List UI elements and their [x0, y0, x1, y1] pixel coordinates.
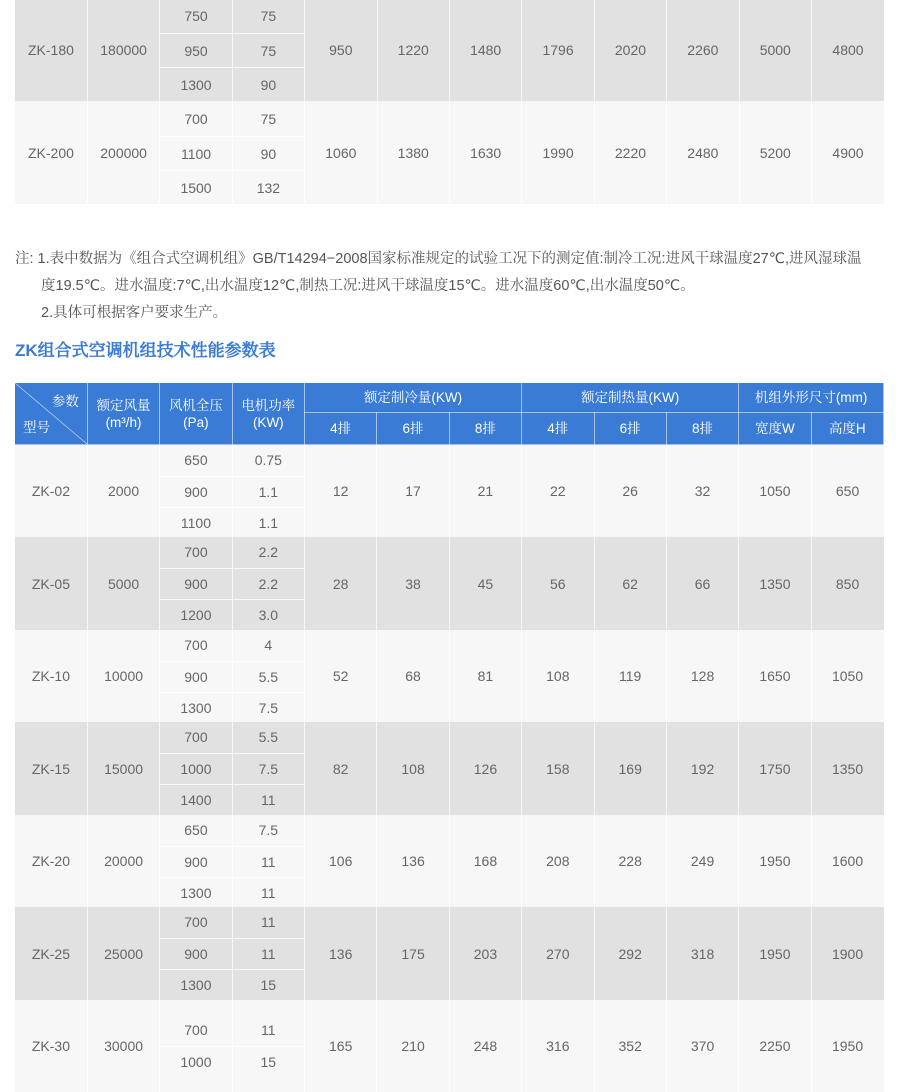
- header-power: 电机功率 (KW): [232, 383, 304, 445]
- power-value: 90: [233, 136, 304, 170]
- pressure-value-cell: [160, 630, 232, 723]
- pressure-value: 750: [184, 7, 208, 24]
- header-heat-8: 8排: [666, 413, 738, 445]
- model-cell: ZK-30: [15, 1000, 87, 1092]
- table-row: [15, 101, 884, 204]
- note-line-1: 注: 1.表中数据为《组合式空调机组》GB/T14294−2008国家标准规定的试验工况下的测定值:制冷工况:进风干球温度27℃,进风湿球温: [15, 251, 862, 267]
- heating-cell: 2220: [594, 101, 666, 204]
- cooling-cell: 108: [377, 722, 449, 815]
- height-cell: 1950: [811, 1000, 883, 1092]
- model-cell: ZK-180: [15, 0, 87, 101]
- header-size: 机组外形尺寸(mm): [739, 383, 884, 413]
- pressure-value-cell: [160, 722, 232, 815]
- pressure-value: 1300: [160, 969, 231, 1000]
- heating-cell: 316: [522, 1000, 594, 1092]
- heating-cell: 26: [594, 445, 666, 538]
- airflow-cell: 30000: [87, 1000, 159, 1092]
- power-value: 3.0: [233, 599, 304, 630]
- pressure-value: 950: [160, 33, 231, 67]
- airflow-cell: 25000: [87, 907, 159, 1000]
- pressure-value: 1500: [160, 170, 231, 204]
- height-cell: 1600: [811, 815, 883, 908]
- width-cell: 5000: [739, 0, 811, 101]
- pressure-value: 700: [184, 729, 208, 746]
- pressure-value: 1300: [160, 877, 231, 908]
- cooling-cell: 81: [449, 630, 521, 723]
- header-heat-6: 6排: [594, 413, 666, 445]
- table-row: [15, 630, 884, 723]
- power-value: 5.5: [258, 729, 279, 746]
- pressure-value: 1000: [160, 1046, 231, 1077]
- pressure-value: 900: [160, 661, 231, 692]
- width-cell: 1750: [739, 722, 811, 815]
- table-note: [15, 246, 885, 327]
- pressure-value: 900: [160, 568, 231, 599]
- cooling-cell: 1630: [449, 101, 521, 204]
- heating-cell: 208: [522, 815, 594, 908]
- cooling-cell: 68: [377, 630, 449, 723]
- power-value: 1.1: [233, 507, 304, 538]
- airflow-cell: 2000: [87, 445, 159, 538]
- power-value: 90: [233, 67, 304, 101]
- header-cool-4: 4排: [305, 413, 377, 445]
- power-value: 132: [233, 170, 304, 204]
- model-cell: ZK-02: [15, 445, 87, 538]
- cooling-cell: 175: [377, 907, 449, 1000]
- heating-cell: 1796: [522, 0, 594, 101]
- heating-cell: 62: [594, 537, 666, 630]
- heating-cell: 270: [522, 907, 594, 1000]
- power-value-cell: [232, 722, 304, 815]
- cooling-cell: 82: [305, 722, 377, 815]
- width-cell: 5200: [739, 101, 811, 204]
- heating-cell: 108: [522, 630, 594, 723]
- power-value-cell: [232, 907, 304, 1000]
- height-cell: 1900: [811, 907, 883, 1000]
- power-value: 11: [261, 1022, 276, 1039]
- airflow-cell: 20000: [87, 815, 159, 908]
- airflow-cell: 180000: [87, 0, 159, 101]
- power-value-cell: [232, 0, 304, 101]
- airflow-cell: 10000: [87, 630, 159, 723]
- heating-cell: 370: [666, 1000, 738, 1092]
- cooling-cell: 12: [305, 445, 377, 538]
- height-cell: 1050: [811, 630, 883, 723]
- note-line-3: 2.具体可根据客户要求生产。: [41, 305, 228, 321]
- table-row: [15, 537, 884, 630]
- power-value: 5.5: [233, 661, 304, 692]
- power-value: 1.1: [233, 476, 304, 507]
- cooling-cell: 248: [449, 1000, 521, 1092]
- heating-cell: 318: [666, 907, 738, 1000]
- pressure-value-cell: [160, 101, 232, 204]
- model-cell: ZK-20: [15, 815, 87, 908]
- header-pressure: 风机全压 (Pa): [160, 383, 232, 445]
- pressure-value: 700: [184, 544, 208, 561]
- note-line-2: 度19.5℃。进水温度:7℃,出水温度12℃,制热工况:进风干球温度15℃。进水温度60℃,出水温度50℃。: [41, 278, 695, 294]
- power-value: 15: [233, 1046, 304, 1077]
- power-value: 7.5: [233, 692, 304, 723]
- diagonal-header-cell: [15, 383, 87, 444]
- power-value: 11: [261, 914, 276, 931]
- power-value-cell: [232, 1000, 304, 1092]
- pressure-value: 700: [184, 914, 208, 931]
- power-value: 11: [233, 846, 304, 877]
- header-cooling: 额定制冷量(KW): [305, 383, 522, 413]
- heating-cell: 22: [522, 445, 594, 538]
- height-cell: 4800: [811, 0, 884, 101]
- heating-cell: 228: [594, 815, 666, 908]
- heating-cell: 192: [666, 722, 738, 815]
- pressure-value: 700: [184, 636, 208, 653]
- cooling-cell: 165: [305, 1000, 377, 1092]
- power-value: 7.5: [258, 821, 279, 838]
- heating-cell: 2480: [667, 101, 739, 204]
- cooling-cell: 1380: [377, 101, 449, 204]
- width-cell: 1950: [739, 815, 811, 908]
- cooling-cell: 136: [305, 907, 377, 1000]
- cooling-cell: 21: [449, 445, 521, 538]
- heating-cell: 119: [594, 630, 666, 723]
- pressure-value-cell: [160, 537, 232, 630]
- airflow-cell: 5000: [87, 537, 159, 630]
- power-value: 11: [233, 938, 304, 969]
- header-param: 参数: [51, 394, 79, 409]
- pressure-value-cell: [160, 907, 232, 1000]
- cooling-cell: 106: [305, 815, 377, 908]
- power-value: 4: [264, 636, 273, 653]
- airflow-cell: 15000: [87, 722, 159, 815]
- zk-spec-table: [15, 382, 884, 1092]
- airflow-cell: 200000: [87, 101, 159, 204]
- width-cell: 1050: [739, 445, 811, 538]
- power-value: 11: [233, 877, 304, 908]
- pressure-value: 1300: [160, 67, 231, 101]
- heating-cell: 32: [666, 445, 738, 538]
- height-cell: 1350: [811, 722, 883, 815]
- model-cell: ZK-25: [15, 907, 87, 1000]
- power-value-cell: [232, 537, 304, 630]
- header-cool-8: 8排: [449, 413, 521, 445]
- heating-cell: 1990: [522, 101, 594, 204]
- spec-table-continued: [15, 0, 884, 204]
- heating-cell: 128: [666, 630, 738, 723]
- header-height: 高度H: [811, 413, 883, 445]
- cooling-cell: 52: [305, 630, 377, 723]
- heating-cell: 2020: [594, 0, 666, 101]
- pressure-value: 1300: [160, 692, 231, 723]
- power-value: 2.2: [233, 568, 304, 599]
- pressure-value-cell: [160, 815, 232, 908]
- height-cell: 4900: [811, 101, 884, 204]
- header-cool-6: 6排: [377, 413, 449, 445]
- heating-cell: 352: [594, 1000, 666, 1092]
- cooling-cell: 38: [377, 537, 449, 630]
- width-cell: 1950: [739, 907, 811, 1000]
- pressure-value: 700: [184, 1022, 208, 1039]
- cooling-cell: 210: [377, 1000, 449, 1092]
- cooling-cell: 45: [449, 537, 521, 630]
- power-value: 2.2: [258, 544, 279, 561]
- power-value: 0.75: [254, 452, 282, 468]
- model-cell: ZK-200: [15, 101, 87, 204]
- table-row: [15, 815, 884, 908]
- header-heating: 额定制热量(KW): [522, 383, 739, 413]
- pressure-value: 700: [184, 110, 208, 127]
- power-value: 75: [260, 7, 277, 24]
- pressure-value: 650: [184, 452, 208, 468]
- table-row: [15, 0, 884, 101]
- pressure-value-cell: [160, 0, 232, 101]
- heating-cell: 56: [522, 537, 594, 630]
- model-cell: ZK-05: [15, 537, 87, 630]
- header-model: 型号: [23, 420, 50, 435]
- pressure-value: 900: [160, 476, 231, 507]
- table-row: [15, 1000, 884, 1092]
- cooling-cell: 950: [305, 0, 377, 101]
- cooling-cell: 1480: [449, 0, 521, 101]
- header-airflow: 额定风量 (m³/h): [87, 383, 159, 445]
- power-value-cell: [232, 101, 304, 204]
- power-value: 75: [233, 33, 304, 67]
- cooling-cell: 126: [449, 722, 521, 815]
- power-value-cell: [232, 445, 304, 538]
- heating-cell: 2260: [667, 0, 739, 101]
- cooling-cell: 1220: [377, 0, 449, 101]
- table-row: [15, 722, 884, 815]
- heating-cell: 169: [594, 722, 666, 815]
- section-title: ZK组合式空调机组技术性能参数表: [15, 341, 276, 360]
- power-value: 75: [260, 110, 277, 127]
- header-width: 宽度W: [739, 413, 811, 445]
- cooling-cell: 1060: [305, 101, 377, 204]
- pressure-value: 1200: [160, 599, 231, 630]
- pressure-value: 650: [184, 821, 208, 838]
- cooling-cell: 136: [377, 815, 449, 908]
- table-row: [15, 907, 884, 1000]
- pressure-value: 1100: [160, 507, 231, 538]
- power-value-cell: [232, 630, 304, 723]
- power-value: 15: [233, 969, 304, 1000]
- pressure-value: 1100: [160, 136, 231, 170]
- pressure-value: 1400: [160, 784, 231, 815]
- height-cell: 850: [811, 537, 883, 630]
- height-cell: 650: [811, 445, 883, 538]
- header-heat-4: 4排: [522, 413, 594, 445]
- pressure-value-cell: [160, 1000, 232, 1092]
- cooling-cell: 17: [377, 445, 449, 538]
- heating-cell: 249: [666, 815, 738, 908]
- power-value-cell: [232, 815, 304, 908]
- table-row: [15, 445, 884, 538]
- model-cell: ZK-15: [15, 722, 87, 815]
- power-value: 7.5: [233, 753, 304, 784]
- pressure-value: 1000: [160, 753, 231, 784]
- width-cell: 1350: [739, 537, 811, 630]
- width-cell: 2250: [739, 1000, 811, 1092]
- cooling-cell: 28: [305, 537, 377, 630]
- pressure-value: 900: [160, 846, 231, 877]
- model-cell: ZK-10: [15, 630, 87, 723]
- heating-cell: 292: [594, 907, 666, 1000]
- cooling-cell: 168: [449, 815, 521, 908]
- cooling-cell: 203: [449, 907, 521, 1000]
- pressure-value: 900: [160, 938, 231, 969]
- heating-cell: 66: [666, 537, 738, 630]
- power-value: 11: [233, 784, 304, 815]
- heating-cell: 158: [522, 722, 594, 815]
- pressure-value-cell: [160, 445, 232, 538]
- width-cell: 1650: [739, 630, 811, 723]
